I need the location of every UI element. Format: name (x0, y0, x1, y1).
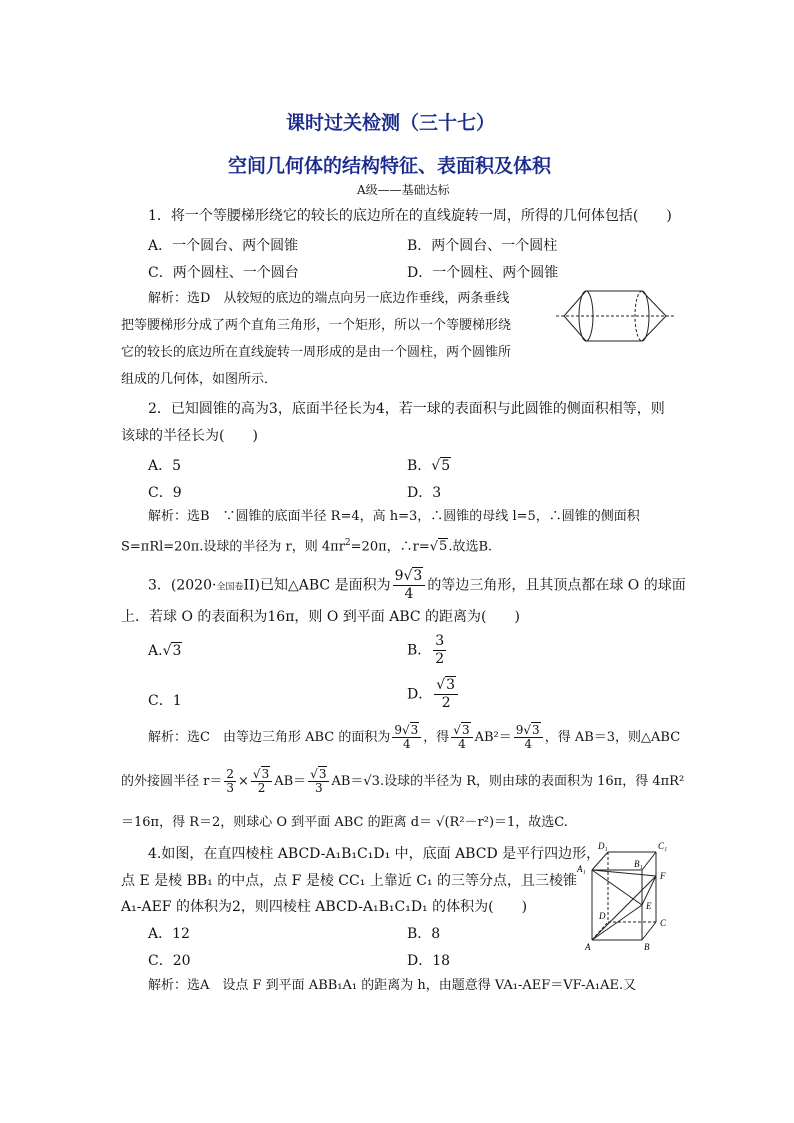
label-b1: B₁ (634, 859, 643, 869)
q1-solution-line-4: 组成的几何体，如图所示． (121, 372, 278, 387)
q2-option-a: A．5 (148, 458, 182, 474)
q3-option-c: C．1 (148, 693, 182, 709)
q1-option-d: D．一个圆柱、两个圆锥 (407, 265, 559, 281)
seal-stamp: 全国卷 (216, 582, 244, 593)
label-d: D (599, 911, 606, 921)
q2-stem-line-2: 该球的半径长为( ) (121, 428, 258, 444)
label-c: C (660, 918, 667, 928)
label-c1: C₁ (658, 841, 668, 851)
q3-solution-line-1: 解析：选C 由等边三角形 ABC 的面积为 $\frac{9√3}{4}$ ，得 $\frac{√3}{4}$ AB²＝ $\frac{9√3}{4}$ ，得 AB＝3，则△ABC (148, 723, 681, 751)
q3-stem-line-2: 上．若球 O 的表面积为16π，则 O 到平面 ABC 的距离为( ) (121, 609, 520, 625)
q4-option-a: A．12 (148, 926, 190, 942)
q2-option-c: C．9 (148, 485, 182, 501)
q2-stem-line-1: 2．已知圆锥的高为3，底面半径长为4，若一球的表面积与此圆锥的侧面积相等，则 (148, 401, 665, 417)
q4-option-b: B．8 (407, 926, 441, 942)
q3-solution-line-2: 的外接圆半径 r＝ $\frac{2}{3}$ × $\frac{√3}{2}$ AB＝ $\frac{√3}{3}$ AB＝√3.设球的半径为 R，则由球的表面积为 16π，得 4πR² (121, 767, 685, 795)
label-a: A (585, 942, 591, 952)
q3-option-b: B． $\frac{3}{2}$ (407, 633, 445, 667)
page-title: 课时过关检测（三十七） (286, 112, 496, 134)
q2-solution-line-1: 解析：选B ∵圆锥的底面半径 R=4，高 h=3，∴圆锥的母线 l=5，∴圆锥的侧面积 (148, 509, 640, 524)
q4-figure-prism (572, 838, 682, 958)
q4-stem-line-3: A₁-AEF 的体积为2，则四棱柱 ABCD-A₁B₁C₁D₁ 的体积为( ) (121, 899, 528, 915)
q4-option-c: C．20 (148, 953, 191, 969)
q1-solution-line-1: 解析：选D 从较短的底边的端点向另一底边作垂线，两条垂线 (148, 291, 510, 306)
label-d1: D₁ (598, 841, 608, 851)
page-subtitle: 空间几何体的结构特征、表面积及体积 (228, 155, 552, 177)
q3-option-a: A.√3 (148, 643, 182, 659)
q3-area-fraction: $\frac{9√3}{4}$ (393, 568, 426, 603)
q2-option-d: D．3 (407, 485, 442, 501)
q1-option-a: A．一个圆台、两个圆锥 (148, 238, 299, 254)
q1-figure-cylinder-cones (556, 285, 674, 347)
q1-stem: 1．将一个等腰梯形绕它的较长的底边所在的直线旋转一周，所得的几何体包括( ) (148, 208, 672, 224)
q2-option-b: B．√5 (407, 458, 451, 474)
q3-stem-line-1: 3．(2020·全国卷II)已知△ABC 是面积为 $\frac{9√3}{4}$ 的等边三角形，且其顶点都在球 O 的球面 (148, 568, 686, 602)
q1-solution-line-2: 把等腰梯形分成了两个直角三角形，一个矩形，所以一个等腰梯形绕 (121, 318, 512, 333)
q3-solution-line-3: ＝16π，得 R＝2，则球心 O 到平面 ABC 的距离 d＝ √(R²－r²)＝1，故选C. (121, 815, 568, 830)
q4-solution-line-1: 解析：选A 设点 F 到平面 ABB₁A₁ 的距离为 h，由题意得 VA₁-AEF＝VF-A₁AE.又 (148, 978, 637, 993)
label-b: B (644, 942, 650, 952)
q1-solution-line-3: 它的较长的底边所在直线旋转一周形成的是由一个圆柱，两个圆锥所 (121, 345, 512, 360)
label-f: F (660, 871, 666, 881)
q4-option-d: D．18 (407, 953, 451, 969)
q4-stem-line-1: 4.如图，在直四棱柱 ABCD-A₁B₁C₁D₁ 中，底面 ABCD 是平行四边形， (148, 846, 601, 862)
level-label: A级——基础达标 (357, 183, 450, 197)
q1-option-b: B．两个圆台、一个圆柱 (407, 238, 558, 254)
q1-option-c: C．两个圆柱、一个圆台 (148, 265, 299, 281)
q2-solution-line-2: S=πRl=20π.设球的半径为 r，则 $4\pi r^2=20\pi$，∴r=√5.故选B. (121, 538, 493, 555)
q4-stem-line-2: 点 E 是棱 BB₁ 的中点，点 F 是棱 CC₁ 上靠近 C₁ 的三等分点，且三棱锥 (121, 873, 577, 889)
label-a1: A₁ (577, 864, 586, 874)
q3-option-d: D． $\frac{√3}{2}$ (407, 677, 460, 712)
label-e: E (646, 901, 652, 911)
